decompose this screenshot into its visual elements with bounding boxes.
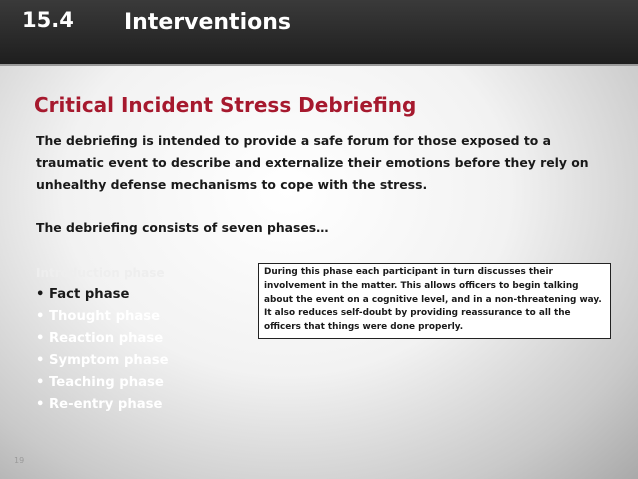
phase-list (36, 262, 169, 416)
phase-item-fact: • Fact phase (36, 287, 130, 302)
fact-phase-callout: During this phase each participant in turn discusses their involvement in the matter. This allows officers to begin talking about the event on a cognitive level, and in a non-threatening way. It also reduces self-doubt by providing reassurance to all the officers that things were done properly. (258, 263, 611, 339)
phase-item-thought: • Thought phase (36, 309, 161, 324)
phase-item-symptom: • Symptom phase (36, 353, 169, 368)
section-number: 15.4 (22, 8, 74, 32)
phase-item-introduction: Introduction phase (36, 266, 165, 280)
phase-item-re-entry: • Re-entry phase (36, 397, 163, 412)
body-paragraph: The debriefing is intended to provide a safe forum for those exposed to a traumatic event to describe and externalize their emotions before they rely on unhealthy defense mechanisms to cope with the stress. (36, 133, 589, 192)
section-title: Interventions (124, 10, 291, 35)
slide-title: Critical Incident Stress Debriefing (34, 93, 417, 117)
phase-item-teaching: • Teaching phase (36, 375, 164, 390)
phase-item-reaction: • Reaction phase (36, 331, 164, 346)
page-number: 19 (14, 456, 25, 465)
phases-intro: The debriefing consists of seven phases… (36, 220, 329, 235)
slide-header (0, 0, 638, 64)
header-divider (0, 64, 638, 66)
